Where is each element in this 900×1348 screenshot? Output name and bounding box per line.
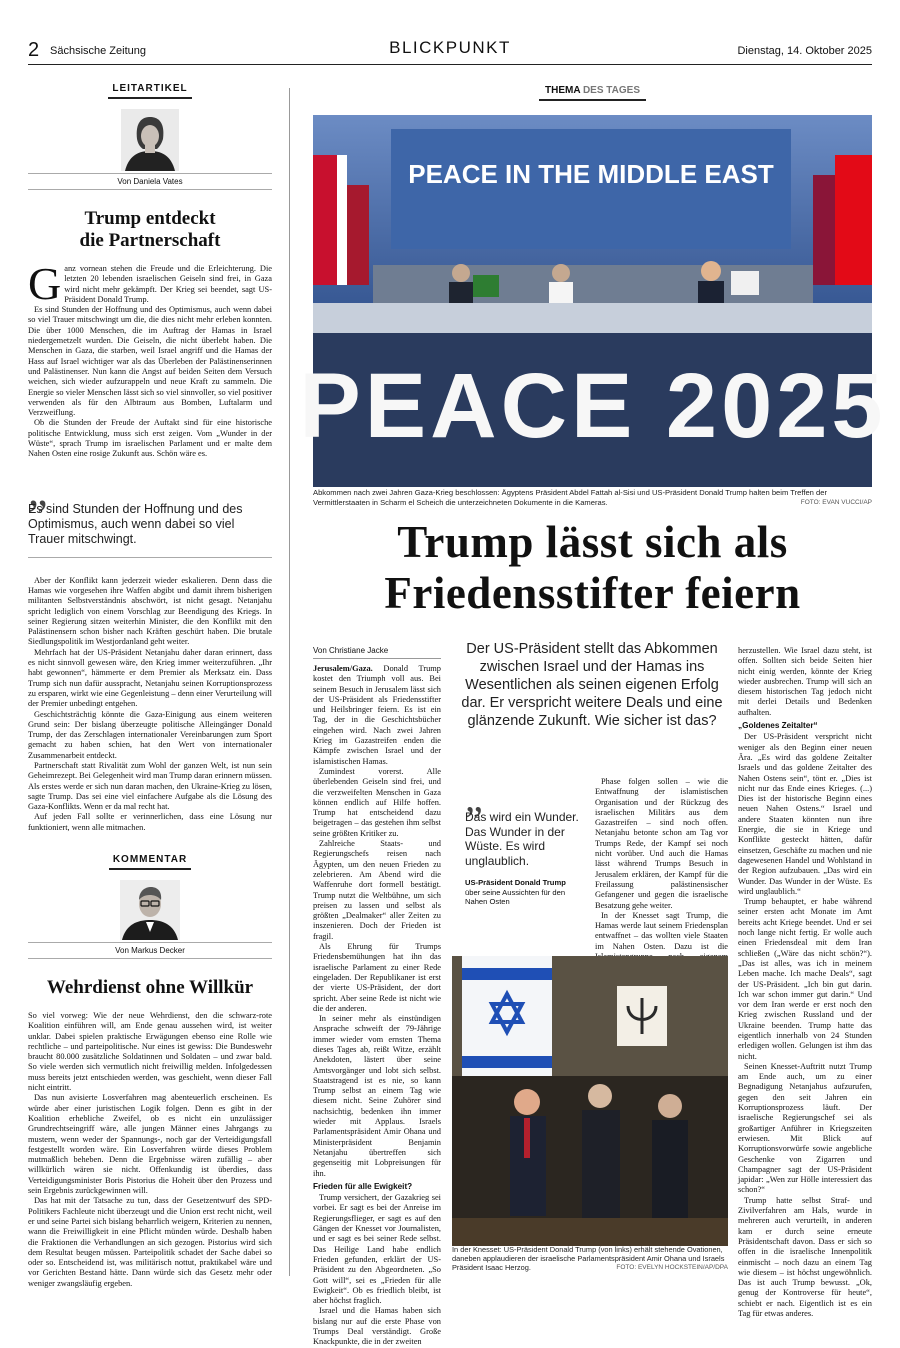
leitartikel	[28, 78, 272, 833]
leitartikel-paragraph: Ob die Stunden der Freude der Auftakt sind für eine historische politische Entwicklung, muss sich erst zeigen. Vom „Wunder in der Wüste“, sprach Trump im israelischen Parlament und er malte dem Nahen Osten eine rosige Zukunft aus. Schön wäre es.	[28, 418, 272, 459]
photo2-credit: FOTO: EVELYN HOCKSTEIN/AP/DPA	[616, 1264, 728, 1272]
article-paragraph: Als Ehrung für Trumps Friedensbemühungen hat ihn das israelische Parlament zu einer Rede eingeladen. Der Republikaner ist erst der vierte US-Präsident, der dort spricht. Aber seine Rede ist nicht wie die der anderen.	[313, 942, 441, 1013]
photo1-credit: FOTO: EVAN VUCCI/AP	[800, 499, 872, 506]
photo2-caption-text: In der Knesset: US-Präsident Donald Trump (von links) erhält stehende Ovationen, daneben applaudieren der israelische Parlamentspräsident Amir Ohana und Israels Präsident Isaac Herzog.	[452, 1245, 725, 1273]
kommentar-paragraph: Das nun avisierte Losverfahren mag abenteuerlich erscheinen. Es würde aber einer juristischen Logik folgen. Denn es gibt in der Koalition erhebliche Zweifel, ob es nicht ein unzulässiger Grundrechtseingriff wäre, alle jungen Männer eines Jahrgangs zu mustern, wenn weder der Spannungs-, noch gar der Verteidigungsfall festgestellt worden wäre. Ein Losverfahren würde dieses Problem mutmaßlich beheben. Denn die Ergebnisse wären zufällig – aber willkürlich wären sie nicht. Offenkundig ist überdies, dass Verteidigungsminister Boris Pistorius die Hoheit über den Prozess und sein Ergebnis zurückgewinnen will.	[28, 1093, 272, 1196]
leitartikel-body	[28, 258, 272, 460]
leitartikel-body-continued	[28, 576, 272, 833]
page-header	[28, 38, 872, 62]
leitartikel-paragraph: Mehrfach hat der US-Präsident Netanjahu daher daran erinnert, dass es nicht sinnvoll gewesen wäre, den Krieg immer weiterzuführen. „Ihr habt gewonnen“, hämmerte er dem Premier als Merksatz ein. Dass Trump sich nun dafür ausspracht, Netanjahu seinen Korruptionsprozess zu ersparen, wirkt wie eine Gegenleistung – denn einer Verurteilung will der Premier unbedingt entgehen.	[28, 647, 272, 709]
article-pull-quote	[465, 775, 583, 907]
page-number: 2	[28, 39, 40, 61]
leitartikel-pull-quote	[28, 465, 272, 558]
leitartikel-text: anz vornean stehen die Freude und die Erleichterung. Die letzten 20 lebenden israelischen Geiseln sind frei, in Gaza wird nicht mehr gekämpft. Der Krieg sei beendet, sagt US-Präsident Donald Trump.	[64, 264, 272, 304]
quote-marks-icon: „	[28, 465, 48, 515]
leitartikel-title-line2: die Partnerschaft	[79, 230, 221, 251]
article-paragraph: Phase folgen sollen – wie die Entwaffnung der islamistischen Organisation und der Rückzug des israelischen Militärs aus dem Gazastreifen – sind noch offen. Netanjahu betonte schon am Tag vor Trumps Rede, der Kampf sei noch nicht vorüber. Und auch die Hamas lässt während Trumps Besuch in Jerusalem erklären, der Kampf für die Freilassung palästinensischer Gefangener und gegen die israelische Besatzung gehe weiter.	[595, 777, 728, 910]
leitartikel-paragraph: Es sind Stunden der Hoffnung und des Optimismus, auch wenn dabei so viel Trauer mitschwingt um die, die dies nicht mehr erleben konnten. Die über 1000 Menschen, die im Auftrag der Hamas in Israel niedergemetzelt wurden. Die Geiseln, die nicht überlebt haben. Die Menschen in Gaza, die starben, weil Israel angriff und die Hamas der Hass auf Israel wichtiger war als das Überleben der Palästinenserinnen und Palästinenser. Nun kann die Angst auf beiden Seiten dem Versuch weichen, sich wieder aufzurappeln und neue Kraft zu sammeln. Die Energie so vieler Menschen lässt sich so viel sinnvoller, so viel positiver verwenden als für den Albtraum aus Bomben, Luftalarm und Verzweiflung.	[28, 305, 272, 418]
article-paragraph: Seinen Knesset-Auftritt nutzt Trump am Ende auch, um zu einer Begnadigung Netanjahus aufzurufen, gegen den seit Jahren ein Korruptionsprozess läuft. Der israelische Regierungschef sei als großartiger Anführer in Kriegszeiten erwiesen. Mit Blick auf Korruptionsvorwürfe sowie angebliche Geschenke von Zigarren und Champagner sagt der US-Präsident japidar: „Wen zur Hölle interessiert das schon?“	[738, 1061, 872, 1195]
leitartikel-kicker: LEITARTIKEL	[108, 83, 191, 99]
article-subhead: „Goldenes Zeitalter“	[738, 721, 818, 731]
section-title: BLICKPUNKT	[389, 38, 511, 57]
kommentar	[28, 849, 272, 1289]
thema-light: DES TAGES	[582, 85, 640, 96]
article-paragraph: Trump behauptet, er habe während seiner ersten acht Monate im Amt bereits acht Kriege beendet. Und er sei noch lange nicht fertig. Er wolle auch einen Friedensdeal mit dem Iran schließen („Wäre das nicht schön?“). „Das ist alles, was ich in meinem Leben mache. Ich mache Deals“, sagt der US-Präsident. „Ich bin gut darin. Ich war schon immer gut darin.“ Und vor dem Iran werde er erst noch den Krieg zwischen Russland und der Ukraine beenden. Trump hatte das eigentlich innerhalb von 24 Stunden erledigen wollen. Gelungen ist ihm das nicht.	[738, 897, 872, 1061]
photo-knesset	[452, 956, 728, 1246]
leitartikel-title-line1: Trump entdeckt	[84, 208, 216, 229]
leitartikel-title	[28, 208, 272, 252]
peace-2025-sign: PEACE 2025	[299, 355, 887, 457]
leitartikel-paragraph: Aber der Konflikt kann jederzeit wieder eskalieren. Denn dass die Hamas wie vorgesehen ihre Waffen abgibt und damit ihrem bisherigen militanten Selbstverständnis abschwört, ist nicht gesagt. Netanjahu spricht lediglich von einem Vorschlag zur Beendigung des Kriegs. In seiner Regierung sitzen weiterhin Minister, die den Konflikt mit den Palästinensern schon bisher nach Kräften geschürt haben. Die brutale Siedlungspolitik im Westjordanland geht weiter.	[28, 575, 272, 647]
author-portrait-vates	[121, 109, 179, 171]
photo1-caption	[313, 488, 872, 508]
kommentar-kicker: KOMMENTAR	[109, 854, 191, 870]
quote-context: über seine Aussichten für den Nahen Osten	[465, 887, 566, 906]
author-portrait-decker	[120, 880, 180, 940]
column-divider	[289, 88, 290, 1276]
article-text: Donald Trump kostet den Triumph voll aus. Bei seinem Besuch in Jerusalem lässt sich der US-Präsident als Friedensstifter und Heilsbringer feiern. Es ist ein Tag, der in die Geschichtsbücher eingehen wird. Nach zwei Jahren Krieg im Gazastreifen enden die Kämpfe zwischen Israel und der islamistischen Hamas.	[313, 664, 441, 766]
quote-marks-icon: „	[465, 775, 483, 820]
article-paragraph: Zumindest vorerst. Alle überlebenden Geiseln sind frei, und die verzweifelten Menschen in Gaza können endlich auf Hilfe hoffen. Trump hat entscheidend dazu beigetragen – das gestehen ihm selbst seine größten Kritiker zu.	[313, 766, 441, 838]
leitartikel-byline: Von Daniela Vates	[28, 174, 272, 190]
header-rule	[28, 64, 872, 65]
main-headline	[313, 517, 872, 619]
article-paragraph: Israel und die Hamas haben sich bislang nur auf die erste Phase von Trumps Deal verständigt. Große Knackpunkte, die in der zweiten	[313, 1306, 441, 1347]
banner-text: PEACE IN THE MIDDLE EAST	[408, 159, 774, 189]
article-paragraph: Trump hatte selbst Straf- und Zivilverfahren am Hals, wurde in mehreren auch verurteilt, in anderen kam er durch seine erneute Präsidentschaft davon. Dass er sich so offen in die israelische Innenpolitik einmischt – noch dazu an einem Tag wie diesem – ist höchst ungewöhnlich. Das ist auch Trump bewusst. „Ok, genug der Kontroverse für heute“, schiebt er nach. Eigentlich ist es ein Tag für etwas anderes.	[738, 1195, 872, 1318]
leitartikel-paragraph	[28, 258, 272, 309]
article-paragraph: In seiner mehr als einstündigen Ansprache schweift der 79-Jährige immer wieder vom ernsten Thema dieses Tages ab, reißt Witze, erzählt Anekdoten, lästert über seine Amtsvorgänger und lobt sich selbst. Staatstragend ist es nie, so kann Trump selbst an einem Tag wie diesem nicht. Seine Zuhörer sind nachsichtig, bedenken ihn immer wieder mit Applaus. Israels Parlamentspräsident Amir Ohana und Ministerpräsident Benjamin Netanjahu übertreffen sich gegenseitig mit Lobpreisungen für ihn.	[313, 1014, 441, 1178]
article-column-3	[738, 646, 872, 1319]
article-paragraph: In der Knesset sagt Trump, die Hamas werde laut seinem Friedensplan entwaffnet – das wollten viele Staaten im Nahen Osten. Dazu ist die	[595, 910, 728, 951]
issue-date: Dienstag, 14. Oktober 2025	[737, 45, 872, 57]
article-paragraph: Der US-Präsident verspricht nicht weniger als den Beginn einer neuen Ära. „Es wird das goldene Zeitalter Israels und das goldene Zeitalter des Nahen Ostens sein“, tönt er. „Dies ist nicht nur das Ende eines Krieges. (...) Dies ist der historische Beginn eines neuen Nahen Ostens.“ Israel und andere Staaten könnten nun ihre Energie, die sie in Kriege und Konflikte gesteckt hätten, dafür einsetzen, Geschäfte zu machen und nie dagewesenen Handel und Wohlstand in der Region aufzubauen. „Das wird ein Wunder. Das Wunder in der Wüste. Es wird unglaublich.“	[738, 732, 872, 896]
article-paragraph: Zahlreiche Staats- und Regierungschefs reisen nach Ägypten, um den neuen Frieden zu zelebrieren. Am Abend wird die Waffenruhe dort formell bestätigt. Trump nutzt die Weltbühne, um sich preisen zu lassen und selbst als größten „Dealmaker“ aller Zeiten zu inszenieren. Doch der Frieden ist fragil.	[313, 839, 441, 941]
article-subhead: Frieden für alle Ewigkeit?	[313, 1181, 413, 1191]
article-dek: Der US-Präsident stellt das Abkommen zwischen Israel und der Hamas ins Wesentlichen als seinen eigenen Erfolg dar. Er verspricht weitere Deals und eine glänzende Zukunft. Wie sicher ist das?	[461, 641, 723, 729]
dateline: Jerusalem/Gaza.	[313, 664, 373, 673]
article-byline: Von Christiane Jacke	[313, 646, 441, 659]
article-column-1	[313, 664, 441, 1348]
article-paragraph	[313, 664, 441, 767]
leitartikel-paragraph: Partnerschaft statt Rivalität zum Wohl der ganzen Welt, ist nun sein Geheimrezept. Bei Gelegenheit wird man Trump daran erinnern müssen. Als erstes werde er sich nun daran machen, den Ukraine-Krieg zu lösen, sagte Trump. Das sei eine viel einfachere Aufgabe als die Lösung des Gaza-Konflikts. Wenn er da mal recht hat.	[28, 760, 272, 812]
article-paragraph: herzustellen. Wie Israel dazu steht, ist offen. Sollten sich beide Seiten hier nicht einig werden, könnte der Krieg wieder ausbrechen. Trump will sich an diesem historischen Tag jedoch nicht mit derlei Details und Bedenken aufhalten.	[738, 646, 872, 717]
kommentar-title: Wehrdienst ohne Willkür	[46, 977, 254, 998]
photo1-caption-text: Abkommen nach zwei Jahren Gaza-Krieg beschlossen: Ägyptens Präsident Abdel Fattah al-Sisi und US-Präsident Donald Trump halten beim Treffen der Vermittlerstaaten in Scharm el Scheich die unterzeichneten Dokumente in die Kameras.	[313, 488, 827, 507]
headline-line2: Friedensstifter feiern	[384, 568, 801, 618]
headline-line1: Trump lässt sich als	[397, 517, 788, 567]
leitartikel-paragraph: Auf jeden Fall sollte er verinnerlichen, dass eine Lösung nur funktioniert, wenn alle mitmachen.	[28, 812, 272, 832]
kommentar-body	[28, 1011, 272, 1289]
photo-peace-summit	[299, 115, 887, 487]
pull-quote-text: Es sind Stunden der Hoffnung und des Optimismus, auch wenn dabei so viel Trauer mitschwingt.	[28, 501, 243, 546]
kommentar-byline: Von Markus Decker	[28, 943, 272, 959]
kommentar-paragraph: Das hat mit der Tatsache zu tun, dass der Gesetzentwurf des SPD-Politikers Fachleute nicht überzeugt und die Union erst recht nicht, weil er und seine Partei sich bislang beharrlich weigern, Kriterien zu nennen, wann die Freiwilligkeit in eine Pflicht münden würde. Deshalb haben die Fraktionen die Verhandlungen an sich gezogen. Pistorius wird sich dem Resultat beugen müssen. Parteipolitik schadet der Sache dabei so oder so. Entscheidend ist, was militärisch nottut, praktikabel wäre und vor Gerichten Bestand hätte. Dann würde sich das Gesetz mehr oder weniger zwangsläufig ergeben.	[28, 1196, 272, 1288]
thema-des-tages	[313, 80, 872, 101]
article-paragraph: Trump versichert, der Gazakrieg sei vorbei. Er sagt es bei der Anreise im Regierungsflieger, er sagt es auf den Gängen der Knesset vor Journalisten, und er sagt es bei seiner Rede selbst. Das Heilige Land habe endlich Frieden gefunden, erklärt der US-Präsident zu den Abgeordneten. „So Gott will“, sei es „Frieden für alle Ewigkeit“. Ob es friedlich bleibt, ist aber höchst fraglich.	[313, 1193, 441, 1306]
quote-attribution	[465, 878, 583, 907]
photo2-caption	[452, 1245, 728, 1273]
newspaper-name: Sächsische Zeitung	[50, 45, 146, 57]
kommentar-paragraph: So viel vorweg: Wie der neue Wehrdienst, den die schwarz-rote Koalition einführen will, am Ende genau aussehen wird, ist weiter unklar. Dabei spielen praktische Erwägungen ebenso eine Rolle wie rechtliche – und parteipolitische. Nur eines ist gewiss: Die Bundeswehr braucht 80.000 zusätzliche Soldatinnen und Soldaten – und zwar bald. So viele werden sich vermutlich nicht freiwillig melden. Infolgedessen muss bereits jetzt entschieden werden, was geschieht, wenn dieser Fall nicht eintritt.	[28, 1011, 272, 1093]
quote-author: US-Präsident Donald Trump	[465, 878, 566, 887]
article-quote-text: Das wird ein Wunder. Das Wunder in der Wüste. Es wird unglaublich.	[465, 810, 579, 868]
dropcap: G	[28, 258, 62, 309]
thema-bold: THEMA	[544, 85, 581, 96]
leitartikel-paragraph: Geschichtsträchtig könnte die Gaza-Einigung aus einem weiteren Grund sein: Der bislang überzeugte politische Alleingänger Donald Trump, der das Zerschlagen internationaler Vereinbarungen zum Sport gemacht zu haben schien, hat den Wert von internationaler Zusammenarbeit entdeckt.	[28, 709, 272, 760]
